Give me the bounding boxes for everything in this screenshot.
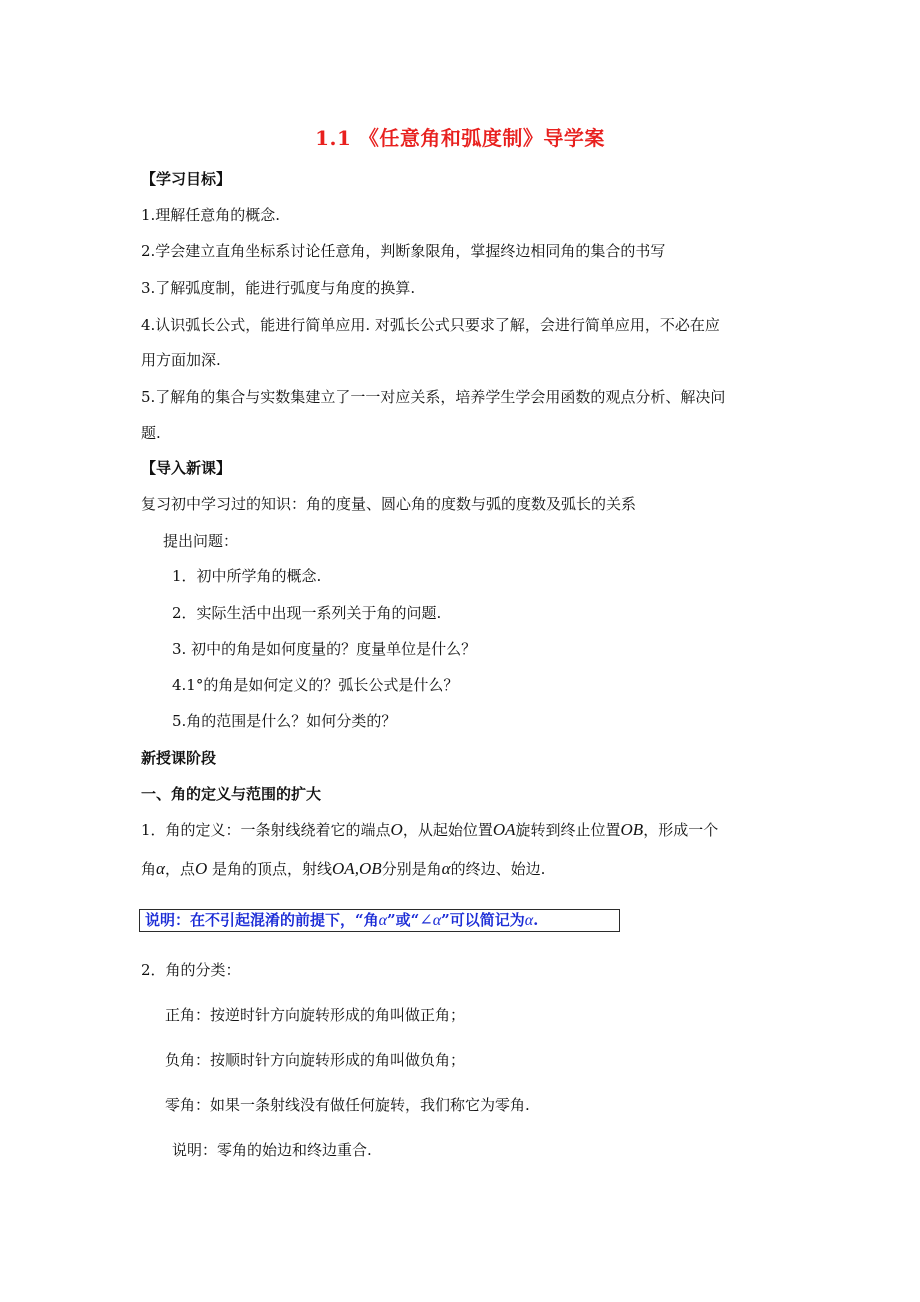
goal-item: 3.了解弧度制，能进行弧度与角度的换算. [141,279,416,297]
note-fragment: 说明：在不引起混淆的前提下，“角 [145,911,379,929]
goal-item: 5.了解角的集合与实数集建立了一一对应关系，培养学生学会用函数的观点分析、解决问 [141,388,726,406]
definition-text: 分别是角 [381,860,442,878]
goal-item: 2.学会建立直角坐标系讨论任意角，判断象限角，掌握终边相同角的集合的书写 [141,242,666,260]
question-item: 1．初中所学角的概念. [172,567,322,585]
symbol-alpha: α [378,912,388,929]
definition-text: 是角的顶点，射线 [207,860,333,878]
definition-text: 旋转到终止位置 [515,821,621,839]
definition-text: ，从起始位置 [402,821,493,839]
note-fragment: . [533,911,539,929]
symbol-OA: OA [492,820,516,839]
section-heading-intro: 【导入新课】 [141,459,232,477]
symbol-alpha: α [156,859,165,878]
question-item: 4.1°的角是如何定义的？弧长公式是什么？ [172,676,459,694]
definition-text: ，形成一个 [643,821,719,839]
definition-text: 角 [141,860,157,878]
review-text: 复习初中学习过的知识：角的度量、圆心角的度数与弧的度数及弧长的关系 [141,495,637,513]
question-item: 2．实际生活中出现一系列关于角的问题. [172,604,442,622]
goal-item-continuation: 题. [141,424,161,442]
question-item: 5.角的范围是什么？如何分类的？ [172,712,397,730]
symbol-O: O [390,820,403,839]
classification-zero: 零角：如果一条射线没有做任何旋转，我们称它为零角. [165,1096,530,1114]
classification-heading: 2．角的分类： [141,961,241,979]
definition-text: 1．角的定义：一条射线绕着它的端点 [141,821,391,839]
ask-label: 提出问题： [163,532,239,550]
section-heading-new: 新授课阶段 [141,749,217,767]
goal-item: 1.理解任意角的概念. [141,206,281,224]
definition-text: 的终边、始边. [450,860,546,878]
classification-remark: 说明：零角的始边和终边重合. [172,1141,372,1159]
goal-item: 4.认识弧长公式，能进行简单应用. 对弧长公式只要求了解，会进行简单应用，不必在应 [141,316,720,334]
symbol-alpha: α [524,912,534,929]
symbol-O: O [194,859,208,878]
note-text [145,911,538,930]
symbol-OB: OB [620,820,644,839]
note-fragment: ”可以简记为 [441,911,525,929]
note-box [139,909,620,932]
page-title: 1.1 《任意角和弧度制》导学案 [315,126,605,150]
definition-line-2 [141,859,545,879]
goal-item-continuation: 用方面加深. [141,351,221,369]
subsection-heading: 一、角的定义与范围的扩大 [141,785,322,803]
classification-negative: 负角：按顺时针方向旋转形成的角叫做负角； [165,1051,466,1069]
symbol-OA-OB: OA,OB [332,859,382,878]
classification-positive: 正角：按逆时针方向旋转形成的角叫做正角； [165,1006,466,1024]
symbol-alpha: α [441,859,451,878]
definition-line-1 [141,820,718,840]
definition-text: ，点 [164,860,195,878]
symbol-angle-alpha: ∠α [419,912,442,929]
note-fragment: ”或“ [387,911,420,929]
question-item: 3. 初中的角是如何度量的？度量单位是什么？ [172,640,477,658]
section-heading-goals: 【学习目标】 [141,170,232,188]
